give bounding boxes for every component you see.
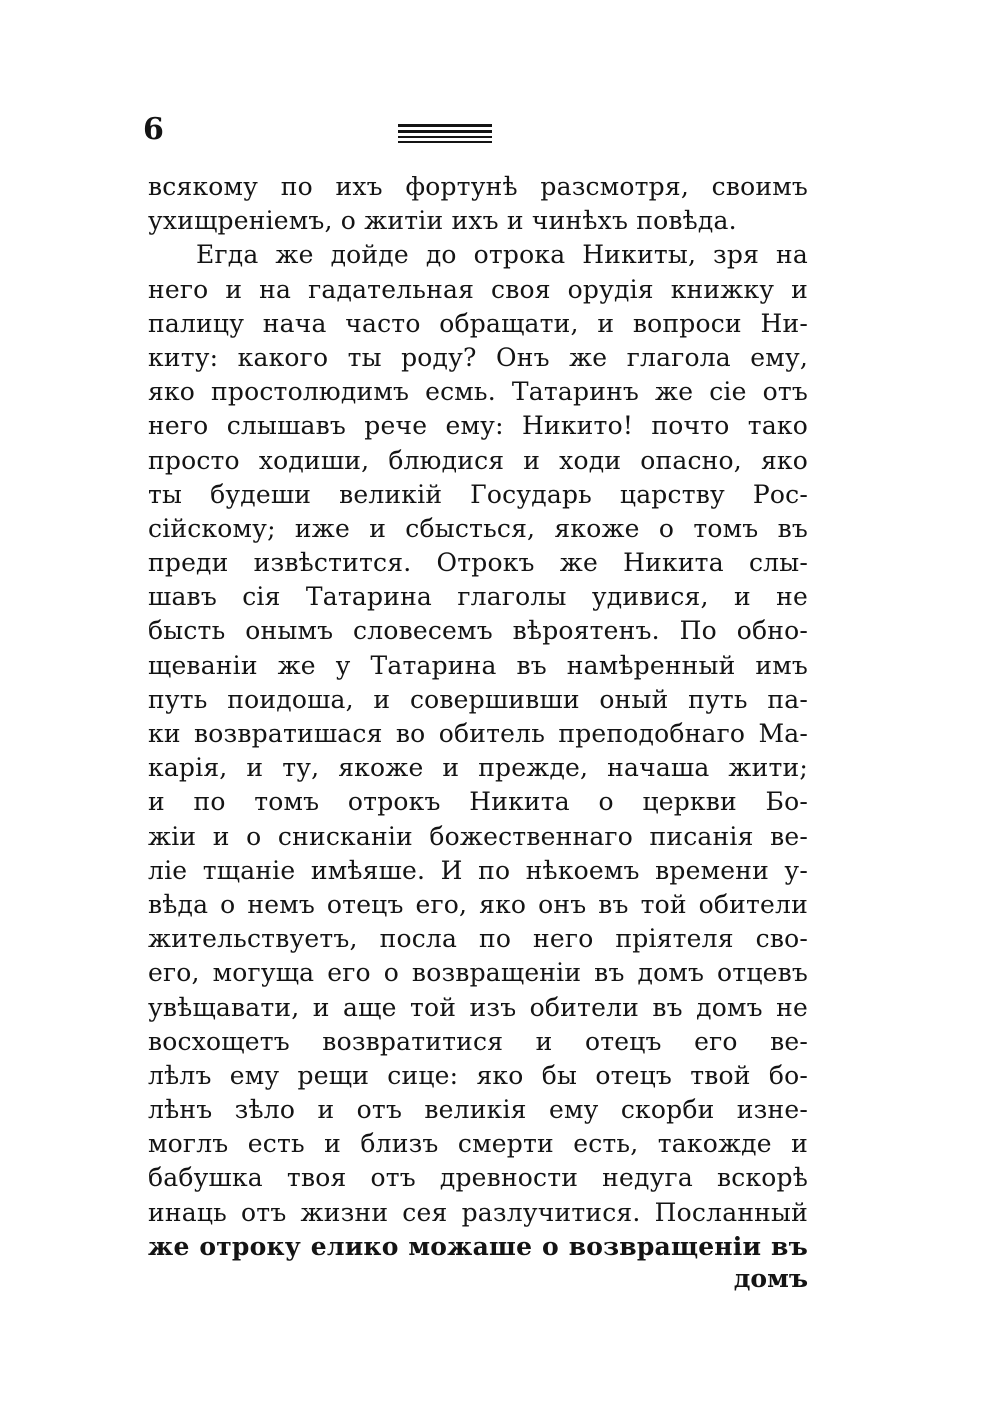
text-line: ты будеши великiй Государь царству Рос- bbox=[148, 479, 808, 509]
text-line: сiйскому; иже и сбысться, якоже о томъ въ bbox=[148, 513, 808, 543]
text-line: лiе тщанiе имѣяше. И по нѣкоемъ времени у- bbox=[148, 855, 808, 885]
catchword: домъ bbox=[733, 1264, 808, 1293]
text-line: бысть онымъ словесемъ вѣроятенъ. По обно- bbox=[148, 616, 808, 646]
text-line: увѣщавати, и аще той изъ обители въ домъ не bbox=[148, 992, 808, 1022]
text-line: же отроку елико можаше о возвращенiи въ bbox=[148, 1231, 808, 1261]
text-line: жiи и о снисканiи божественнаго писанiя ве- bbox=[148, 821, 808, 851]
text-line: ухищренiемъ, о житiи ихъ и чинѣхъ повѣда. bbox=[148, 206, 737, 236]
text-line: лѣлъ ему рещи сице: яко бы отецъ твой бо- bbox=[148, 1060, 808, 1090]
text-line: путь поидоша, и совершивши оный путь па- bbox=[148, 684, 808, 714]
text-line: шавъ сiя Татарина глаголы удивися, и не bbox=[148, 582, 808, 612]
text-line: него и на гадательная своя орудiя книжку и bbox=[148, 274, 808, 304]
text-line: щеванiи же у Татарина въ намѣренный имъ bbox=[148, 650, 808, 680]
text-line: жительствуетъ, посла по него прiятеля сво- bbox=[148, 924, 808, 954]
text-line: всякому по ихъ фортунѣ разсмотря, своимъ bbox=[148, 172, 808, 201]
text-line: Егда же дойде до отрока Никиты, зря на bbox=[196, 240, 808, 270]
text-line: палицу нача часто обращати, и вопроси Ни- bbox=[148, 308, 808, 338]
text-line: яко простолюдимъ есмь. Татаринъ же сiе отъ bbox=[148, 377, 808, 407]
text-line: инаць отъ жизни сея разлучитися. Посланный bbox=[148, 1197, 808, 1227]
text-line: ки возвратишася во обитель преподобнаго Ма- bbox=[148, 719, 808, 748]
page-number: 6 bbox=[143, 112, 164, 147]
text-line: преди извѣстится. Отрокъ же Никита слы- bbox=[148, 548, 808, 578]
text-line: его, могуща его о возвращенiи въ домъ отцевъ bbox=[148, 958, 808, 988]
text-line: киту: какого ты роду? Онъ же глагола ему, bbox=[148, 342, 808, 372]
header-ornament bbox=[398, 122, 492, 144]
text-line: бабушка твоя отъ древности недуга вскорѣ bbox=[148, 1163, 808, 1193]
text-line: и по томъ отрокъ Никита о церкви Бо- bbox=[148, 787, 808, 817]
text-line: моглъ есть и близъ смерти есть, такожде и bbox=[148, 1129, 808, 1159]
body-text bbox=[148, 170, 808, 1264]
text-line: карiя, и ту, якоже и прежде, начаша жити; bbox=[148, 753, 808, 783]
text-line: него слышавъ рече ему: Никито! почто тако bbox=[148, 411, 808, 441]
text-line: вѣда о немъ отецъ его, яко онъ въ той обители bbox=[148, 889, 808, 919]
text-line: просто ходиши, блюдися и ходи опасно, яко bbox=[148, 445, 808, 475]
text-line: восхощетъ возвратитися и отецъ его ве- bbox=[148, 1026, 808, 1056]
text-line: лѣнъ зѣло и отъ великiя ему скорби изне- bbox=[148, 1095, 808, 1125]
